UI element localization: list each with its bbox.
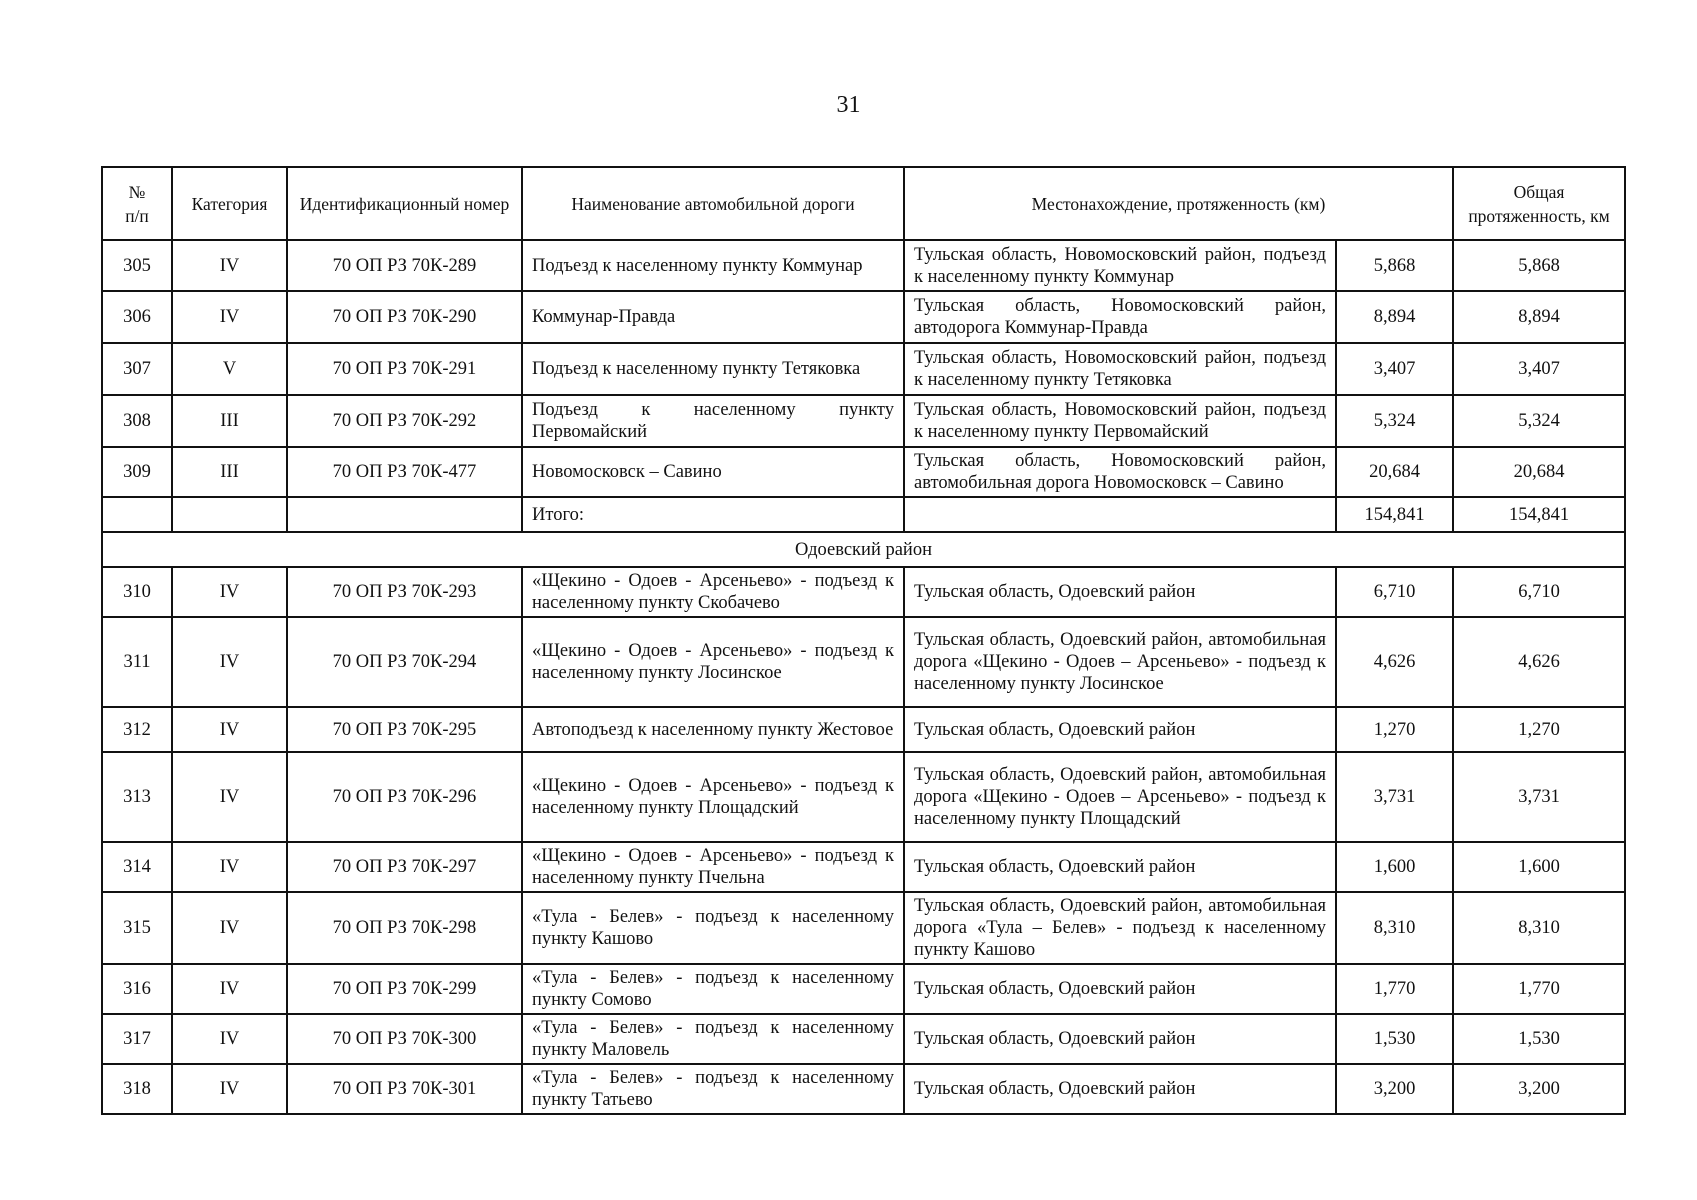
row-location: Тульская область, Одоевский район, автомобильная дорога «Щекино - Одоев – Арсеньево» - подъезд к населенному пункту Лосинское	[904, 617, 1336, 707]
total-row	[102, 497, 1625, 532]
row-name: «Щекино - Одоев - Арсеньево» - подъезд к населенному пункту Скобачево	[522, 567, 904, 617]
table-row	[102, 1064, 1625, 1114]
row-name: «Тула - Белев» - подъезд к населенному пункту Кашово	[522, 892, 904, 964]
page-number: 31	[836, 92, 861, 118]
header-location: Местонахождение, протяженность (км)	[904, 167, 1453, 240]
row-location: Тульская область, Одоевский район	[904, 1014, 1336, 1064]
row-name: «Щекино - Одоев - Арсеньево» - подъезд к населенному пункту Лосинское	[522, 617, 904, 707]
row-name: Подъезд к населенному пункту Тетяковка	[522, 343, 904, 395]
row-number: 306	[102, 291, 172, 343]
row-total: 1,600	[1453, 842, 1625, 892]
row-name: Автоподъезд к населенному пункту Жестовое	[522, 707, 904, 752]
row-location: Тульская область, Новомосковский район, автодорога Коммунар-Правда	[904, 291, 1336, 343]
row-location: Тульская область, Одоевский район	[904, 567, 1336, 617]
row-id: 70 ОП РЗ 70К-294	[287, 617, 522, 707]
row-id: 70 ОП РЗ 70К-292	[287, 395, 522, 447]
row-name: «Тула - Белев» - подъезд к населенному пункту Татьево	[522, 1064, 904, 1114]
row-number: 314	[102, 842, 172, 892]
table-row	[102, 892, 1625, 964]
roads-table	[101, 166, 1626, 1115]
table-row	[102, 567, 1625, 617]
row-number: 316	[102, 964, 172, 1014]
row-total: 8,894	[1453, 291, 1625, 343]
row-location: Тульская область, Новомосковский район, подъезд к населенному пункту Коммунар	[904, 240, 1336, 291]
row-length: 5,324	[1336, 395, 1453, 447]
row-id: 70 ОП РЗ 70К-291	[287, 343, 522, 395]
row-total: 8,310	[1453, 892, 1625, 964]
row-number: 308	[102, 395, 172, 447]
row-total: 5,324	[1453, 395, 1625, 447]
group2-body	[102, 567, 1625, 1114]
row-name: «Тула - Белев» - подъезд к населенному пункту Маловель	[522, 1014, 904, 1064]
district-heading: Одоевский район	[102, 532, 1625, 567]
header-name: Наименование автомобильной дороги	[522, 167, 904, 240]
row-total: 3,200	[1453, 1064, 1625, 1114]
table-row	[102, 964, 1625, 1014]
total-label: Итого:	[522, 497, 904, 532]
row-name: «Щекино - Одоев - Арсеньево» - подъезд к населенному пункту Площадский	[522, 752, 904, 842]
header-row	[102, 167, 1625, 240]
row-category: III	[172, 447, 287, 497]
row-length: 3,731	[1336, 752, 1453, 842]
row-location: Тульская область, Новомосковский район, подъезд к населенному пункту Первомайский	[904, 395, 1336, 447]
row-length: 3,200	[1336, 1064, 1453, 1114]
row-location: Тульская область, Одоевский район	[904, 964, 1336, 1014]
row-category: IV	[172, 617, 287, 707]
row-id: 70 ОП РЗ 70К-299	[287, 964, 522, 1014]
row-number: 315	[102, 892, 172, 964]
row-id: 70 ОП РЗ 70К-301	[287, 1064, 522, 1114]
table-row	[102, 240, 1625, 291]
row-location: Тульская область, Одоевский район	[904, 1064, 1336, 1114]
row-location: Тульская область, Новомосковский район, подъезд к населенному пункту Тетяковка	[904, 343, 1336, 395]
total-empty-id	[287, 497, 522, 532]
row-length: 3,407	[1336, 343, 1453, 395]
row-id: 70 ОП РЗ 70К-290	[287, 291, 522, 343]
row-total: 1,770	[1453, 964, 1625, 1014]
row-total: 3,407	[1453, 343, 1625, 395]
row-number: 312	[102, 707, 172, 752]
row-id: 70 ОП РЗ 70К-298	[287, 892, 522, 964]
group1-body	[102, 240, 1625, 497]
row-category: IV	[172, 752, 287, 842]
row-location: Тульская область, Одоевский район	[904, 842, 1336, 892]
row-total: 1,530	[1453, 1014, 1625, 1064]
row-location: Тульская область, Одоевский район, автомобильная дорога «Щекино - Одоев – Арсеньево» - подъезд к населенному пункту Площадский	[904, 752, 1336, 842]
row-category: IV	[172, 892, 287, 964]
table-row	[102, 842, 1625, 892]
row-number: 309	[102, 447, 172, 497]
row-length: 5,868	[1336, 240, 1453, 291]
row-length: 4,626	[1336, 617, 1453, 707]
row-number: 307	[102, 343, 172, 395]
row-total: 1,270	[1453, 707, 1625, 752]
row-number: 305	[102, 240, 172, 291]
row-id: 70 ОП РЗ 70К-293	[287, 567, 522, 617]
header-num: № п/п	[102, 167, 172, 240]
row-total: 20,684	[1453, 447, 1625, 497]
district-row	[102, 532, 1625, 567]
row-category: V	[172, 343, 287, 395]
row-category: IV	[172, 707, 287, 752]
row-category: IV	[172, 567, 287, 617]
row-length: 1,270	[1336, 707, 1453, 752]
row-id: 70 ОП РЗ 70К-300	[287, 1014, 522, 1064]
row-name: Коммунар-Правда	[522, 291, 904, 343]
row-number: 311	[102, 617, 172, 707]
row-category: IV	[172, 1064, 287, 1114]
table-row	[102, 447, 1625, 497]
table-row	[102, 752, 1625, 842]
header-total: Общая протяженность, км	[1453, 167, 1625, 240]
row-category: III	[172, 395, 287, 447]
row-category: IV	[172, 842, 287, 892]
row-total: 3,731	[1453, 752, 1625, 842]
row-total: 6,710	[1453, 567, 1625, 617]
row-number: 318	[102, 1064, 172, 1114]
row-name: Новомосковск – Савино	[522, 447, 904, 497]
row-id: 70 ОП РЗ 70К-296	[287, 752, 522, 842]
row-location: Тульская область, Одоевский район, автомобильная дорога «Тула – Белев» - подъезд к населенному пункту Кашово	[904, 892, 1336, 964]
total-length: 154,841	[1336, 497, 1453, 532]
row-length: 8,894	[1336, 291, 1453, 343]
row-name: Подъезд к населенному пункту Первомайский	[522, 395, 904, 447]
total-empty-num	[102, 497, 172, 532]
row-id: 70 ОП РЗ 70К-297	[287, 842, 522, 892]
row-length: 8,310	[1336, 892, 1453, 964]
row-category: IV	[172, 240, 287, 291]
total-empty-location	[904, 497, 1336, 532]
row-location: Тульская область, Новомосковский район, автомобильная дорога Новомосковск – Савино	[904, 447, 1336, 497]
row-category: IV	[172, 291, 287, 343]
row-total: 5,868	[1453, 240, 1625, 291]
table-row	[102, 395, 1625, 447]
row-category: IV	[172, 964, 287, 1014]
total-empty-cat	[172, 497, 287, 532]
row-id: 70 ОП РЗ 70К-289	[287, 240, 522, 291]
row-name: «Щекино - Одоев - Арсеньево» - подъезд к населенному пункту Пчельна	[522, 842, 904, 892]
row-length: 1,770	[1336, 964, 1453, 1014]
row-id: 70 ОП РЗ 70К-295	[287, 707, 522, 752]
header-category: Категория	[172, 167, 287, 240]
total-total: 154,841	[1453, 497, 1625, 532]
row-total: 4,626	[1453, 617, 1625, 707]
row-number: 317	[102, 1014, 172, 1064]
row-location: Тульская область, Одоевский район	[904, 707, 1336, 752]
table-row	[102, 1014, 1625, 1064]
header-id: Идентификационный номер	[287, 167, 522, 240]
row-name: «Тула - Белев» - подъезд к населенному пункту Сомово	[522, 964, 904, 1014]
row-number: 310	[102, 567, 172, 617]
table-row	[102, 617, 1625, 707]
row-length: 6,710	[1336, 567, 1453, 617]
row-length: 1,530	[1336, 1014, 1453, 1064]
table-row	[102, 707, 1625, 752]
table-row	[102, 291, 1625, 343]
row-length: 20,684	[1336, 447, 1453, 497]
row-category: IV	[172, 1014, 287, 1064]
row-id: 70 ОП РЗ 70К-477	[287, 447, 522, 497]
row-length: 1,600	[1336, 842, 1453, 892]
row-number: 313	[102, 752, 172, 842]
table-row	[102, 343, 1625, 395]
row-name: Подъезд к населенному пункту Коммунар	[522, 240, 904, 291]
